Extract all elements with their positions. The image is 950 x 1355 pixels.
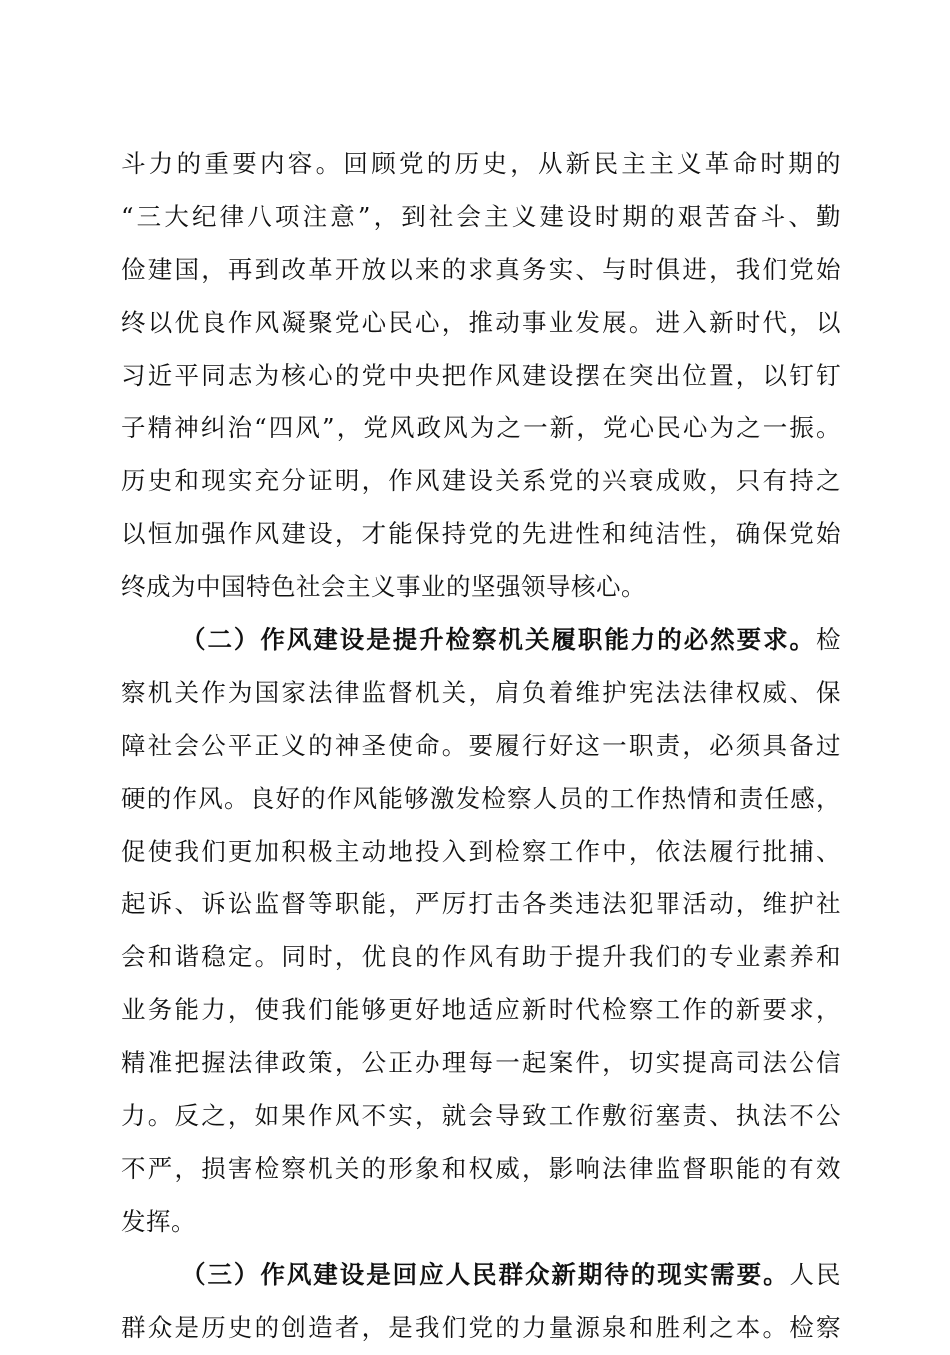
text-line: 终以优良作风凝聚党心民心，推动事业发展。进入新时代，以 bbox=[121, 307, 841, 337]
paragraph-2 bbox=[121, 614, 841, 1249]
paragraph-heading-line bbox=[121, 1249, 841, 1302]
text-line: 精准把握法律政策，公正办理每一起案件，切实提高司法公信 bbox=[121, 1048, 841, 1078]
paragraph-1 bbox=[121, 138, 841, 614]
text-line: 终成为中国特色社会主义事业的坚强领导核心。 bbox=[121, 572, 646, 602]
text-line: “三大纪律八项注意”，到社会主义建设时期的艰苦奋斗、勤 bbox=[121, 201, 841, 231]
text-line: 会和谐稳定。同时，优良的作风有助于提升我们的专业素养和 bbox=[121, 942, 841, 972]
text-line: 不严，损害检察机关的形象和权威，影响法律监督职能的有效 bbox=[121, 1153, 841, 1183]
text-line: 察机关作为国家法律监督机关，肩负着维护宪法法律权威、保 bbox=[121, 677, 841, 707]
text-line: 历史和现实充分证明，作风建设关系党的兴衰成败，只有持之 bbox=[121, 466, 841, 496]
text-line: 硬的作风。良好的作风能够激发检察人员的工作热情和责任感， bbox=[121, 783, 841, 813]
text-line: 以恒加强作风建设，才能保持党的先进性和纯洁性，确保党始 bbox=[121, 519, 841, 549]
text-line: 俭建国，再到改革开放以来的求真务实、与时俱进，我们党始 bbox=[121, 254, 841, 284]
document-body bbox=[121, 138, 841, 1354]
text-line: 子精神纠治“四风”，党风政风为之一新，党心民心为之一振。 bbox=[121, 413, 841, 443]
section-heading-3: （三）作风建设是回应人民群众新期待的现实需要。 bbox=[181, 1259, 790, 1289]
text-line: 发挥。 bbox=[121, 1206, 196, 1236]
text-line: 促使我们更加积极主动地投入到检察工作中，依法履行批捕、 bbox=[121, 836, 841, 866]
text-line: 力。反之，如果作风不实，就会导致工作敷衍塞责、执法不公 bbox=[121, 1101, 841, 1131]
text-line: 习近平同志为核心的党中央把作风建设摆在突出位置，以钉钉 bbox=[121, 360, 841, 390]
text-line: 障社会公平正义的神圣使命。要履行好这一职责，必须具备过 bbox=[121, 730, 841, 760]
text-line: 起诉、诉讼监督等职能，严厉打击各类违法犯罪活动，维护社 bbox=[121, 889, 841, 919]
paragraph-3 bbox=[121, 1249, 841, 1355]
text-line: 斗力的重要内容。回顾党的历史，从新民主主义革命时期的 bbox=[121, 149, 841, 178]
section-heading-2: （二）作风建设是提升检察机关履职能力的必然要求。 bbox=[181, 625, 816, 655]
heading-line-continuation: 人民 bbox=[789, 1259, 842, 1289]
text-line: 群众是历史的创造者，是我们党的力量源泉和胜利之本。检察 bbox=[121, 1312, 841, 1342]
paragraph-heading-line bbox=[121, 614, 841, 667]
heading-line-continuation: 检 bbox=[816, 625, 841, 655]
text-line: 业务能力，使我们能够更好地适应新时代检察工作的新要求， bbox=[121, 995, 841, 1025]
